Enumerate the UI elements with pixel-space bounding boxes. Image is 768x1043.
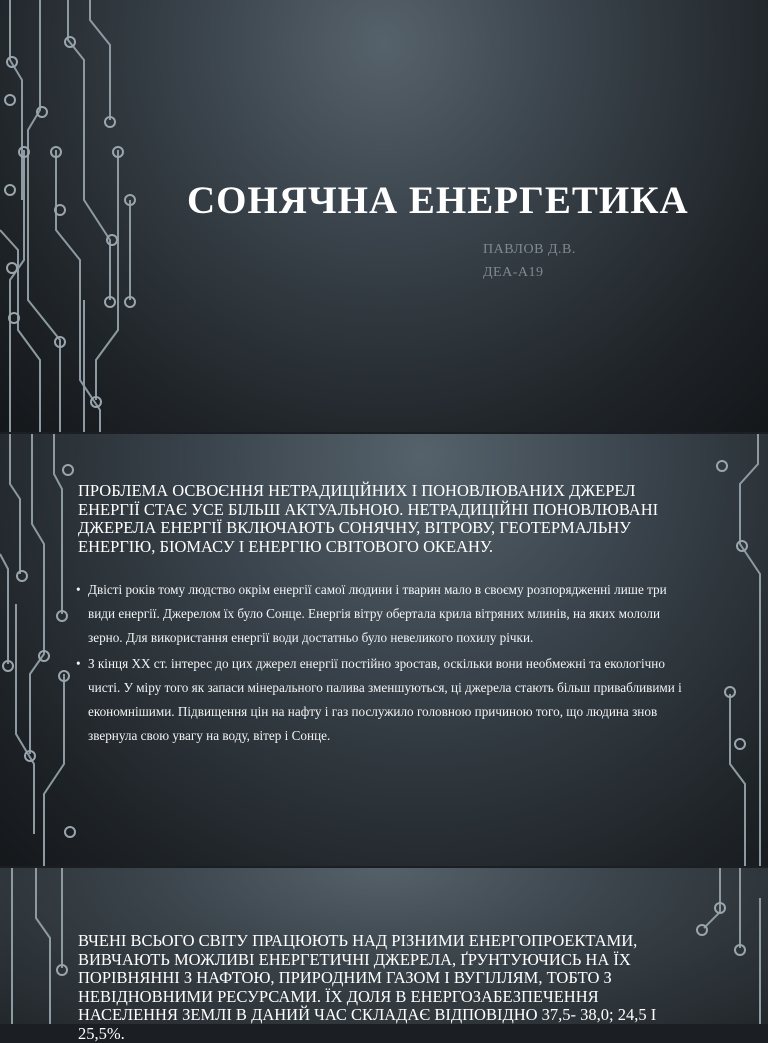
group-name: ДЕА-А19 xyxy=(483,265,544,280)
bullet-list xyxy=(76,578,684,748)
slide-title-text: СОНЯЧНА ЕНЕРГЕТИКА xyxy=(187,179,689,222)
slide3-heading: ВЧЕНІ ВСЬОГО СВІТУ ПРАЦЮЮТЬ НАД РІЗНИМИ ЕНЕРГОПРОЕКТАМИ, ВИВЧАЮТЬ МОЖЛИВІ ЕНЕРГЕТИЧНІ ДЖЕРЕЛА, ҐРУНТУЮЧИСЬ НА ЇХ ПОРІВНЯННІ З НАФТОЮ, ПРИРОДНИМ ГАЗОМ І ВУГІЛЛЯМ, ТОБТО З НЕВІДНОВНИМИ РЕСУРСАМИ. ЇХ ДОЛЯ В ЕНЕРГОЗАБЕЗПЕЧЕННЯ НАСЕЛЕННЯ ЗЕМЛІ В ДАНИЙ ЧАС СКЛАДАЄ ВІДПОВІДНО 37,5- 38,0; 24,5 І 25,5%. xyxy=(78,931,657,1043)
slide-title xyxy=(0,0,768,432)
bullet-dot-icon: • xyxy=(76,656,81,671)
bullet-item: • З кінця XX ст. інтерес до цих джерел енергії постійно зростав, оскільки вони необмежні та екологічно чисті. У міру того як запаси мінерального палива зменшуються, ці джерела стають більш привабливими і економнішими. Підвищення цін на нафту і газ послужило головною причиною того, що людина знов звернула свою увагу на воду, вітер і Сонце. xyxy=(76,652,684,748)
bullet-dot-icon: • xyxy=(76,582,81,597)
bullet-item: • Двісті років тому людство окрім енергії самої людини і тварин мало в своєму розпорядженні лише три види енергії. Джерелом їх було Сонце. Енергія вітру обертала крила вітряних млинів, на яких мололи зерно. Для використання енергії води достатньо було невеликого похилу річки. xyxy=(76,578,684,650)
slide2-heading: ПРОБЛЕМА ОСВОЄННЯ НЕТРАДИЦІЙНИХ І ПОНОВЛЮВАНИХ ДЖЕРЕЛ ЕНЕРГІЇ СТАЄ УСЕ БІЛЬШ АКТУАЛЬНОЮ. НЕТРАДИЦІЙНІ ПОНОВЛЮВАНІ ДЖЕРЕЛА ЕНЕРГІЇ ВКЛЮЧАЮТЬ СОНЯЧНУ, ВІТРОВУ, ГЕОТЕРМАЛЬНУ ЕНЕРГІЮ, БІОМАСУ І ЕНЕРГІЮ СВІТОВОГО ОКЕАНУ. xyxy=(78,481,659,556)
author-name: ПАВЛОВ Д.В. xyxy=(483,242,576,257)
